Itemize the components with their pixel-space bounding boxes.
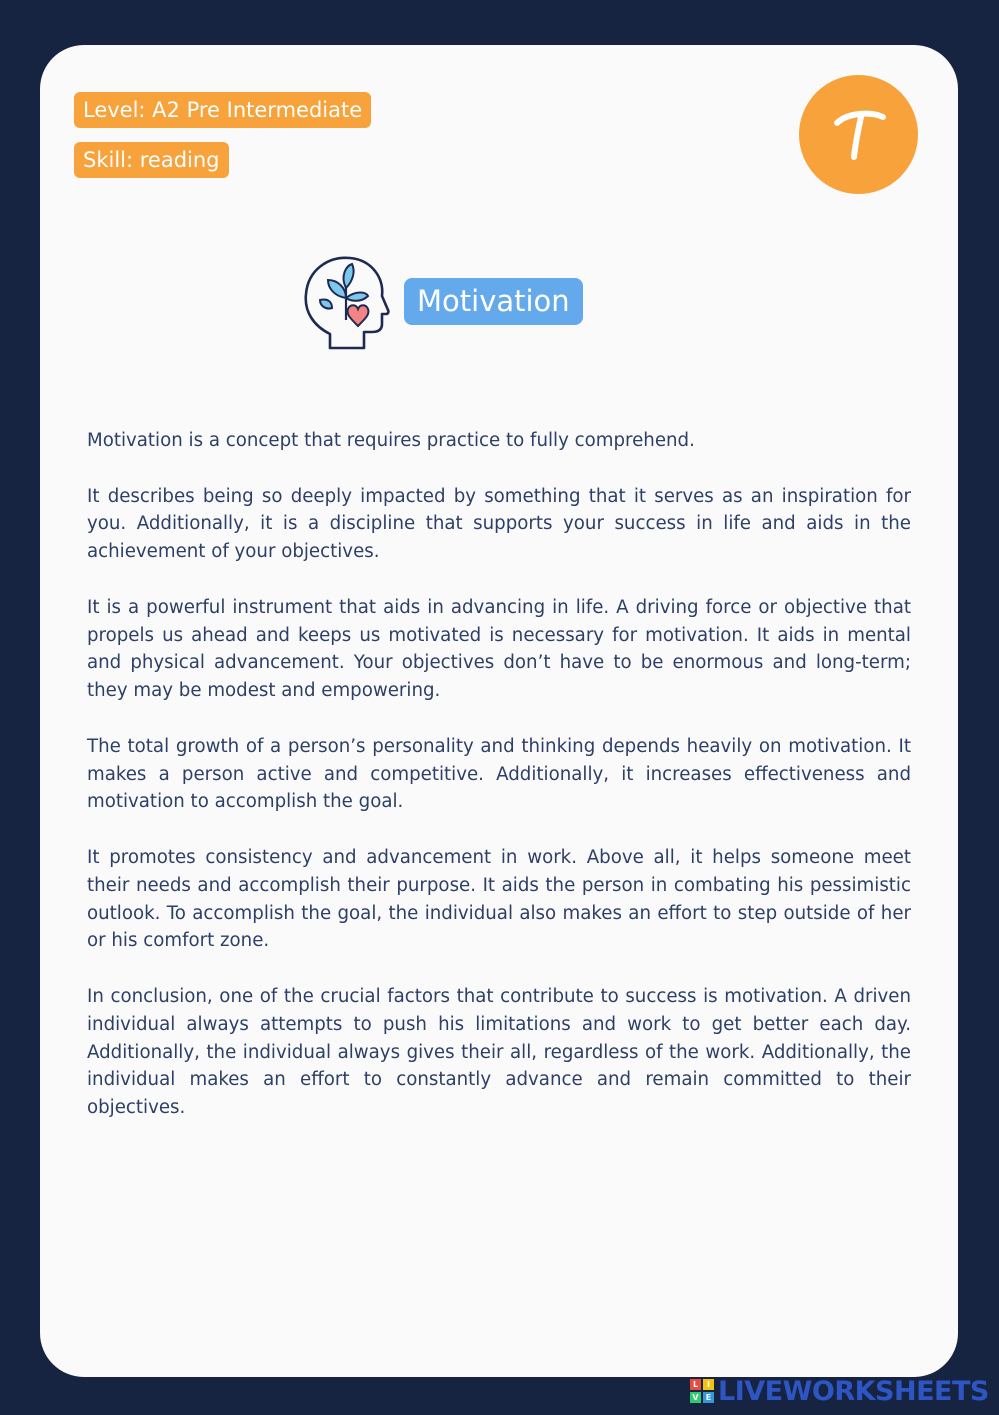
- watermark-text: LIVEWORKSHEETS: [718, 1375, 989, 1407]
- paragraph: In conclusion, one of the crucial factors that contribute to success is motivation. A driven individual always attempts to push his limitations and work to get better each day. Additionally, the individual always gives their all, regardless of the work. Additionally, the individual makes an effort to constantly advance and remain committed to their objectives.: [87, 985, 911, 1119]
- logo-block: I: [703, 1379, 714, 1390]
- logo-badge: [799, 75, 918, 194]
- level-badge: Level: A2 Pre Intermediate: [74, 92, 371, 128]
- reading-text: [87, 427, 911, 1150]
- paragraph: The total growth of a person’s personality and thinking depends heavily on motivation. It makes a person active and competitive. Additionally, it increases effectiveness and motivation to accomplish the goal.: [87, 735, 911, 813]
- logo-t-icon: [827, 103, 891, 167]
- paragraph: It describes being so deeply impacted by something that it serves as an inspiration for you. Additionally, it is a discipline that supports your success in life and aids in the achievement of your objectives.: [87, 485, 911, 563]
- paragraph: It promotes consistency and advancement in work. Above all, it helps someone meet their needs and accomplish their purpose. It aids the person in combating his pessimistic outlook. To accomplish the goal, the individual also makes an effort to step outside of her or his comfort zone.: [87, 846, 911, 952]
- logo-block: E: [703, 1392, 714, 1403]
- page-title: Motivation: [404, 278, 583, 325]
- worksheet-card: [40, 45, 958, 1377]
- paragraph: It is a powerful instrument that aids in advancing in life. A driving force or objective that propels us ahead and keeps us motivated is necessary for motivation. It aids in mental and physical advancement. Your objectives don’t have to be enormous and long-term; they may be modest and empowering.: [87, 596, 911, 702]
- logo-block: V: [690, 1392, 701, 1403]
- mind-heart-icon: [300, 252, 394, 354]
- logo-block: L: [690, 1379, 701, 1390]
- liveworksheets-logo-icon: [690, 1379, 714, 1403]
- liveworksheets-watermark: [690, 1376, 989, 1406]
- paragraph: Motivation is a concept that requires practice to fully comprehend.: [87, 430, 695, 451]
- skill-badge: Skill: reading: [74, 142, 229, 178]
